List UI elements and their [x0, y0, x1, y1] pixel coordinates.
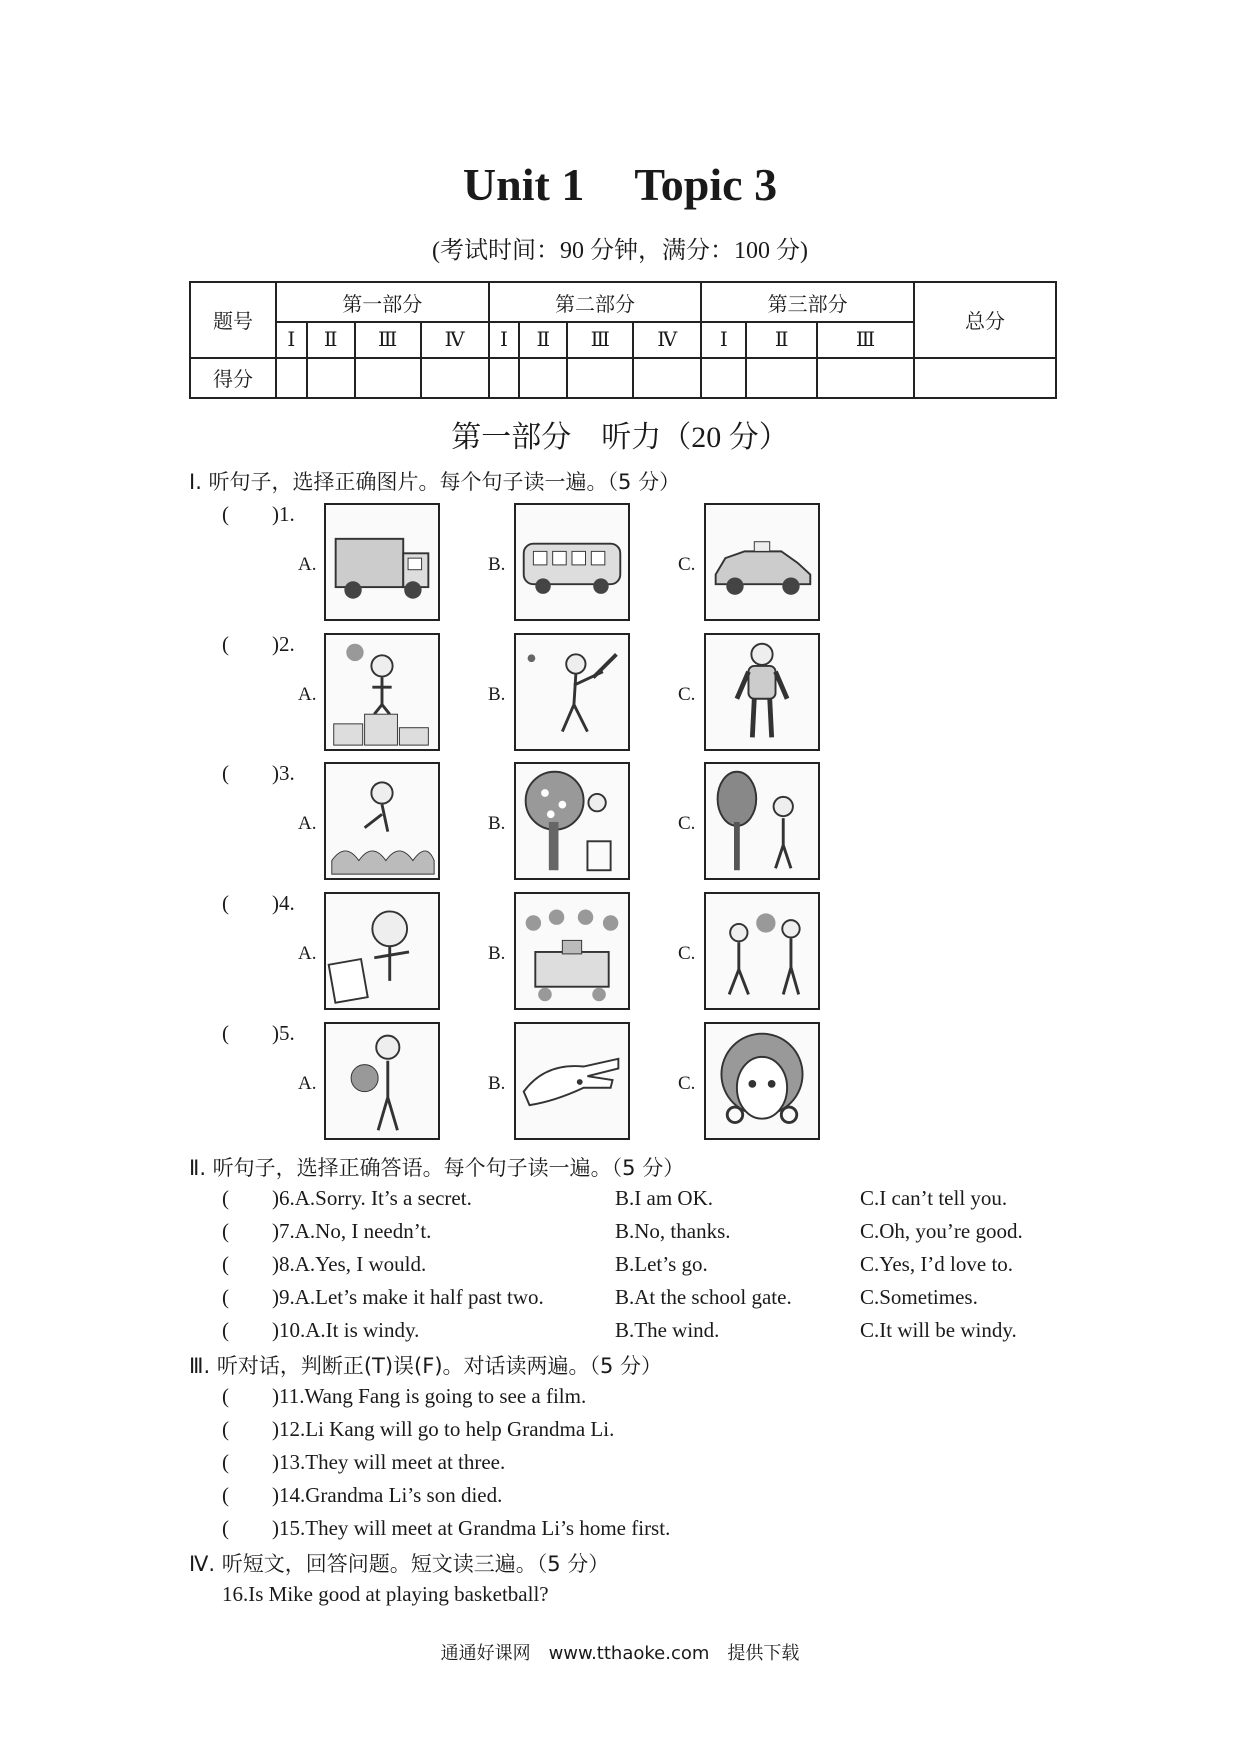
question-number: )1.	[272, 502, 295, 526]
col-header: Ⅲ	[567, 322, 633, 357]
answer-paren[interactable]: (	[222, 1318, 229, 1342]
part1-heading: 第一部分 听力（20 分）	[451, 421, 789, 454]
answer-paren[interactable]: (	[222, 1417, 229, 1441]
woman-flowers-picture[interactable]	[324, 1022, 440, 1140]
true-false-statement: )11.Wang Fang is going to see a film.	[272, 1384, 587, 1408]
score-cell[interactable]	[633, 358, 701, 398]
score-cell[interactable]	[355, 358, 421, 398]
option-b: B.No, thanks.	[615, 1219, 731, 1243]
option-c: C.I can’t tell you.	[860, 1186, 1008, 1210]
section1-heading: Ⅰ. 听句子，选择正确图片。每个句子读一遍。（5 分）	[189, 470, 681, 494]
option-letter: C.	[678, 554, 696, 575]
part1-header: 第一部分	[276, 282, 489, 322]
option-letter: C.	[678, 1073, 696, 1094]
col-header: Ⅲ	[355, 322, 421, 357]
exam-info: (考试时间：90 分钟，满分：100 分)	[432, 238, 808, 264]
section3-heading: Ⅲ. 听对话，判断正(T)误(F)。对话读两遍。（5 分）	[189, 1354, 663, 1378]
total-header: 总分	[914, 282, 1056, 358]
option-a: )10.A.It is windy.	[272, 1318, 420, 1342]
podium-boy-picture[interactable]	[324, 633, 440, 751]
answer-paren[interactable]: (	[222, 1285, 229, 1309]
question-number: )2.	[272, 632, 295, 656]
option-b: B.Let’s go.	[615, 1252, 708, 1276]
score-cell[interactable]	[276, 358, 307, 398]
test-paper-boy-picture[interactable]	[324, 892, 440, 1010]
option-letter: C.	[678, 943, 696, 964]
footer-credit: 通通好课网 www.tthaoke.com 提供下载	[440, 1643, 800, 1664]
answer-paren[interactable]: (	[222, 891, 229, 915]
true-false-statement: )13.They will meet at three.	[272, 1450, 506, 1474]
col-header: Ⅳ	[633, 322, 701, 357]
birthday-party-picture[interactable]	[514, 892, 630, 1010]
unit-label: Unit 1	[462, 159, 585, 210]
strong-man-picture[interactable]	[704, 633, 820, 751]
col-header: Ⅰ	[489, 322, 520, 357]
answer-paren[interactable]: (	[222, 1252, 229, 1276]
section2-heading: Ⅱ. 听句子，选择正确答语。每个句子读一遍。（5 分）	[189, 1156, 685, 1180]
col-header: Ⅱ	[746, 322, 817, 357]
children-flowers-picture[interactable]	[704, 892, 820, 1010]
total-score-cell[interactable]	[914, 358, 1056, 398]
score-cell[interactable]	[817, 358, 914, 398]
option-letter: B.	[488, 684, 506, 705]
answer-paren[interactable]: (	[222, 1516, 229, 1540]
bus-picture[interactable]	[514, 503, 630, 621]
score-row-label: 得分	[190, 358, 276, 398]
score-cell[interactable]	[519, 358, 567, 398]
answer-paren[interactable]: (	[222, 1384, 229, 1408]
option-b: B.The wind.	[615, 1318, 720, 1342]
answer-paren[interactable]: (	[222, 1450, 229, 1474]
true-false-statement: )14.Grandma Li’s son died.	[272, 1483, 503, 1507]
col-header: Ⅳ	[421, 322, 489, 357]
option-a: )9.A.Let’s make it half past two.	[272, 1285, 544, 1309]
girl-flowers-picture[interactable]	[324, 762, 440, 880]
section4-heading: Ⅳ. 听短文，回答问题。短文读三遍。（5 分）	[189, 1552, 610, 1576]
col-header: Ⅱ	[519, 322, 567, 357]
score-cell[interactable]	[307, 358, 355, 398]
option-letter: B.	[488, 813, 506, 834]
option-letter: A.	[298, 1073, 317, 1094]
option-c: C.It will be windy.	[860, 1318, 1017, 1342]
score-cell[interactable]	[421, 358, 489, 398]
option-a: )7.A.No, I needn’t.	[272, 1219, 432, 1243]
option-c: C.Sometimes.	[860, 1285, 978, 1309]
option-letter: C.	[678, 684, 696, 705]
answer-paren[interactable]: (	[222, 502, 229, 526]
page-title	[0, 158, 1240, 211]
answer-paren[interactable]: (	[222, 1186, 229, 1210]
col-header: Ⅰ	[701, 322, 746, 357]
topic-label: Topic 3	[634, 159, 778, 210]
hand-ring-picture[interactable]	[514, 1022, 630, 1140]
question-number: )3.	[272, 761, 295, 785]
apple-tree-picture[interactable]	[514, 762, 630, 880]
option-letter: B.	[488, 1073, 506, 1094]
option-c: C.Yes, I’d love to.	[860, 1252, 1014, 1276]
option-letter: A.	[298, 813, 317, 834]
option-letter: A.	[298, 684, 317, 705]
truck-picture[interactable]	[324, 503, 440, 621]
answer-paren[interactable]: (	[222, 761, 229, 785]
option-c: C.Oh, you’re good.	[860, 1219, 1023, 1243]
question-number-header: 题号	[190, 282, 276, 358]
true-false-statement: )12.Li Kang will go to help Grandma Li.	[272, 1417, 615, 1441]
part2-header: 第二部分	[489, 282, 702, 322]
col-header: Ⅰ	[276, 322, 307, 357]
score-cell[interactable]	[567, 358, 633, 398]
baseball-boy-picture[interactable]	[514, 633, 630, 751]
answer-paren[interactable]: (	[222, 1021, 229, 1045]
answer-paren[interactable]: (	[222, 1219, 229, 1243]
score-cell[interactable]	[489, 358, 520, 398]
answer-paren[interactable]: (	[222, 1483, 229, 1507]
answer-paren[interactable]: (	[222, 632, 229, 656]
score-table	[189, 281, 1057, 399]
col-header: Ⅲ	[817, 322, 914, 357]
option-letter: C.	[678, 813, 696, 834]
question-number: )5.	[272, 1021, 295, 1045]
option-letter: A.	[298, 943, 317, 964]
score-cell[interactable]	[746, 358, 817, 398]
score-cell[interactable]	[701, 358, 746, 398]
option-b: B.At the school gate.	[615, 1285, 792, 1309]
question-16: 16.Is Mike good at playing basketball?	[222, 1582, 549, 1606]
part3-header: 第三部分	[701, 282, 914, 322]
taxi-picture[interactable]	[704, 503, 820, 621]
planting-tree-picture[interactable]	[704, 762, 820, 880]
option-a: )8.A.Yes, I would.	[272, 1252, 427, 1276]
true-false-statement: )15.They will meet at Grandma Li’s home first.	[272, 1516, 671, 1540]
option-letter: B.	[488, 554, 506, 575]
col-header: Ⅱ	[307, 322, 355, 357]
option-b: B.I am OK.	[615, 1186, 713, 1210]
option-letter: A.	[298, 554, 317, 575]
girl-earrings-picture[interactable]	[704, 1022, 820, 1140]
option-letter: B.	[488, 943, 506, 964]
question-number: )4.	[272, 891, 295, 915]
option-a: )6.A.Sorry. It’s a secret.	[272, 1186, 472, 1210]
